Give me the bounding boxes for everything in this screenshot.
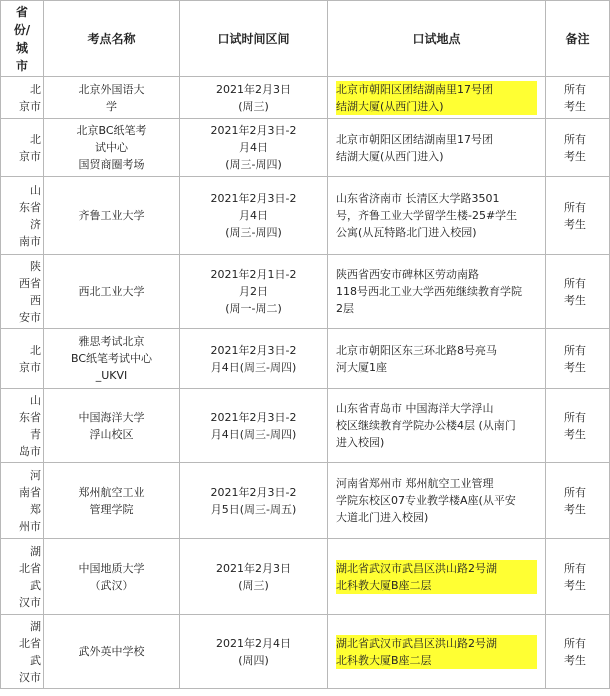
note-cell (546, 119, 610, 177)
time-range-cell-line: 2021年2月3日-2 (210, 124, 297, 137)
header-time-range: 口试时间区间 (180, 1, 328, 77)
time-range-cell-line: 2021年2月3日-2 (210, 410, 297, 424)
exam-site-cell-line: _UKVI (95, 369, 128, 382)
province-cell (1, 255, 44, 329)
time-range-cell-line: 2021年2月4日 (216, 636, 291, 650)
location-cell-line: 号，齐鲁工业大学留学生楼-25#学生 (336, 209, 518, 222)
location-cell (328, 255, 546, 329)
table-row (1, 539, 610, 615)
location-cell-line: 学院东校区07专业教学楼A座(从平安 (336, 494, 516, 507)
location-cell-line: 2层 (336, 302, 354, 315)
province-cell (1, 119, 44, 177)
exam-site-cell-line: 管理学院 (89, 502, 134, 516)
table-row (1, 119, 610, 177)
note-cell-line: 所有 (564, 485, 586, 499)
time-range-cell-line: 2021年2月3日-2 (210, 485, 297, 499)
time-range-cell-line: 月4日 (239, 209, 268, 222)
province-cell-line: 州市 (19, 519, 41, 533)
note-cell (546, 463, 610, 539)
province-cell-line: 郑 (30, 502, 41, 516)
header-location: 口试地点 (328, 1, 546, 77)
note-cell (546, 539, 610, 615)
exam-site-cell-line: 中国地质大学 (78, 561, 145, 575)
time-range-cell-line: 2021年2月3日 (216, 561, 291, 575)
province-cell-line: 湖 (30, 619, 41, 633)
note-cell-line: 考生 (564, 502, 586, 516)
exam-site-cell (44, 177, 180, 255)
header-exam-site: 考点名称 (44, 1, 180, 77)
table-row (1, 177, 610, 255)
province-cell-line: 北省 (19, 561, 41, 575)
note-cell-line: 所有 (564, 343, 586, 357)
province-cell-line: 南省 (19, 485, 41, 499)
location-cell-line: 大道北门进入校园) (336, 511, 429, 524)
note-cell-line: 考生 (564, 360, 586, 374)
exam-site-cell-line: 北京外国语大 (78, 82, 145, 96)
note-cell (546, 389, 610, 463)
time-range-cell-line: 月4日(周三-周四) (210, 427, 297, 441)
location-cell-line: 北京市朝阳区团结湖南里17号团 (336, 81, 537, 98)
location-cell-line: 湖北省武汉市武昌区洪山路2号湖 (336, 635, 537, 652)
province-cell (1, 615, 44, 689)
exam-site-cell-line: 浮山校区 (89, 427, 134, 441)
province-cell-line: 北省 (19, 636, 41, 650)
location-cell-line: 山东省济南市 长清区大学路3501 (336, 192, 500, 205)
location-cell-line: 北京市朝阳区团结湖南里17号团 (336, 132, 493, 146)
location-cell-line: 陕西省西安市碑林区劳动南路 (336, 268, 479, 281)
exam-site-cell-line: 国贸商圈考场 (78, 158, 145, 171)
note-cell-line: 所有 (564, 276, 586, 290)
exam-site-cell-line: 武外英中学校 (78, 645, 145, 658)
time-range-cell-line: (周一-周二) (225, 302, 282, 315)
time-range-cell-line: (周三-周四) (225, 158, 282, 171)
location-cell-line: 北科教大厦B座二层 (336, 652, 537, 669)
time-range-cell (180, 77, 328, 119)
province-cell-line: 岛市 (19, 444, 41, 458)
location-cell (328, 77, 546, 119)
time-range-cell (180, 463, 328, 539)
time-range-cell (180, 539, 328, 615)
note-cell (546, 177, 610, 255)
province-cell-line: 河 (30, 468, 41, 482)
location-cell-line: 118号西北工业大学西苑继续教育学院 (336, 285, 522, 298)
table-row (1, 463, 610, 539)
location-cell (328, 615, 546, 689)
province-cell-line: 东省 (19, 200, 41, 214)
province-cell-line: 东省 (19, 410, 41, 424)
exam-site-cell (44, 119, 180, 177)
location-cell (328, 463, 546, 539)
exam-site-cell-line: 齐鲁工业大学 (78, 209, 145, 222)
table-row (1, 389, 610, 463)
province-cell-line: 济 (30, 217, 41, 231)
location-cell-line: 进入校园) (336, 436, 385, 449)
exam-site-cell-line: 郑州航空工业 (78, 485, 145, 499)
header-province: 省 份/ 城 市 (1, 1, 44, 77)
note-cell (546, 255, 610, 329)
location-cell-line: 北京市朝阳区东三环北路8号亮马 (336, 343, 497, 357)
exam-site-cell-line: BC纸笔考试中心 (70, 352, 153, 365)
province-cell-line: 山 (30, 393, 41, 407)
exam-site-cell (44, 539, 180, 615)
province-cell (1, 77, 44, 119)
location-cell-line: 校区继续教育学院办公楼4层 (从南门 (336, 419, 516, 432)
exam-site-cell (44, 329, 180, 389)
note-cell-line: 考生 (564, 578, 586, 592)
note-cell-line: 所有 (564, 132, 586, 146)
note-cell-line: 所有 (564, 561, 586, 575)
location-cell-line: 山东省青岛市 中国海洋大学浮山 (336, 402, 494, 415)
location-cell-line: 公寓(从瓦特路北门进入校园) (336, 226, 477, 239)
note-cell-line: 考生 (564, 653, 586, 667)
province-cell (1, 329, 44, 389)
table-row (1, 329, 610, 389)
location-cell (328, 177, 546, 255)
province-cell-line: 南市 (19, 234, 41, 248)
province-cell-line: 京市 (19, 149, 41, 163)
province-cell (1, 539, 44, 615)
time-range-cell (180, 255, 328, 329)
exam-site-cell-line: 中国海洋大学 (78, 410, 145, 424)
location-cell (328, 389, 546, 463)
note-cell (546, 615, 610, 689)
location-cell-line: 结湖大厦(从西门进入) (336, 98, 537, 115)
exam-site-cell-line: 北京BC纸笔考 (76, 124, 147, 137)
province-cell-line: 京市 (19, 99, 41, 113)
province-cell-line: 陕 (30, 259, 41, 273)
note-cell-line: 所有 (564, 82, 586, 96)
time-range-cell-line: (周三-周四) (225, 226, 282, 239)
note-cell-line: 考生 (564, 427, 586, 441)
time-range-cell-line: 2021年2月3日-2 (210, 343, 297, 357)
time-range-cell (180, 329, 328, 389)
time-range-cell (180, 389, 328, 463)
province-cell-line: 北 (30, 82, 41, 96)
province-cell-line: 安市 (19, 310, 41, 324)
province-cell (1, 463, 44, 539)
time-range-cell-line: (周三) (238, 578, 269, 592)
province-cell-line: 山 (30, 183, 41, 197)
time-range-cell-line: (周四) (238, 653, 269, 667)
location-cell-line: 河南省郑州市 郑州航空工业管理 (336, 477, 494, 490)
note-cell-line: 考生 (564, 99, 586, 113)
table-row (1, 77, 610, 119)
time-range-cell-line: 2021年2月3日-2 (210, 192, 297, 205)
province-cell-line: 武 (30, 578, 41, 592)
exam-site-cell-line: 试中心 (95, 141, 128, 154)
exam-site-cell (44, 463, 180, 539)
province-cell-line: 京市 (19, 360, 41, 374)
exam-site-cell-line: 雅思考试北京 (78, 335, 145, 348)
time-range-cell (180, 119, 328, 177)
location-cell-line: 北科教大厦B座二层 (336, 577, 537, 594)
location-cell-line: 河大厦1座 (336, 360, 387, 374)
time-range-cell-line: 2021年2月3日 (216, 82, 291, 96)
time-range-cell-line: 月4日(周三-周四) (210, 360, 297, 374)
exam-site-cell-line: 西北工业大学 (78, 285, 145, 298)
header-row (1, 1, 610, 77)
time-range-cell-line: 2021年2月1日-2 (210, 268, 297, 281)
location-cell (328, 119, 546, 177)
table-row (1, 615, 610, 689)
province-cell-line: 北 (30, 343, 41, 357)
exam-site-cell (44, 255, 180, 329)
exam-site-cell (44, 77, 180, 119)
time-range-cell (180, 177, 328, 255)
exam-site-cell (44, 615, 180, 689)
province-cell-line: 武 (30, 653, 41, 667)
note-cell-line: 考生 (564, 149, 586, 163)
location-cell (328, 329, 546, 389)
province-cell-line: 北 (30, 132, 41, 146)
time-range-cell-line: 月5日(周三-周五) (210, 502, 297, 516)
note-cell-line: 考生 (564, 293, 586, 307)
exam-site-cell-line: 学 (106, 99, 117, 113)
province-cell (1, 389, 44, 463)
exam-site-cell-line: （武汉） (89, 578, 134, 592)
province-cell-line: 汉市 (19, 595, 41, 609)
table-row (1, 255, 610, 329)
province-cell-line: 西省 (19, 276, 41, 290)
exam-site-cell (44, 389, 180, 463)
province-cell-line: 湖 (30, 544, 41, 558)
note-cell-line: 所有 (564, 636, 586, 650)
time-range-cell (180, 615, 328, 689)
time-range-cell-line: 月4日 (239, 141, 268, 154)
time-range-cell-line: 月2日 (239, 285, 268, 298)
header-note: 备注 (546, 1, 610, 77)
note-cell-line: 所有 (564, 200, 586, 214)
note-cell (546, 329, 610, 389)
province-cell (1, 177, 44, 255)
note-cell (546, 77, 610, 119)
location-cell-line: 结湖大厦(从西门进入) (336, 149, 444, 163)
province-cell-line: 汉市 (19, 670, 41, 684)
note-cell-line: 所有 (564, 410, 586, 424)
note-cell-line: 考生 (564, 217, 586, 231)
location-cell (328, 539, 546, 615)
time-range-cell-line: (周三) (238, 99, 269, 113)
location-cell-line: 湖北省武汉市武昌区洪山路2号湖 (336, 560, 537, 577)
province-cell-line: 青 (30, 427, 41, 441)
province-cell-line: 西 (30, 293, 41, 307)
